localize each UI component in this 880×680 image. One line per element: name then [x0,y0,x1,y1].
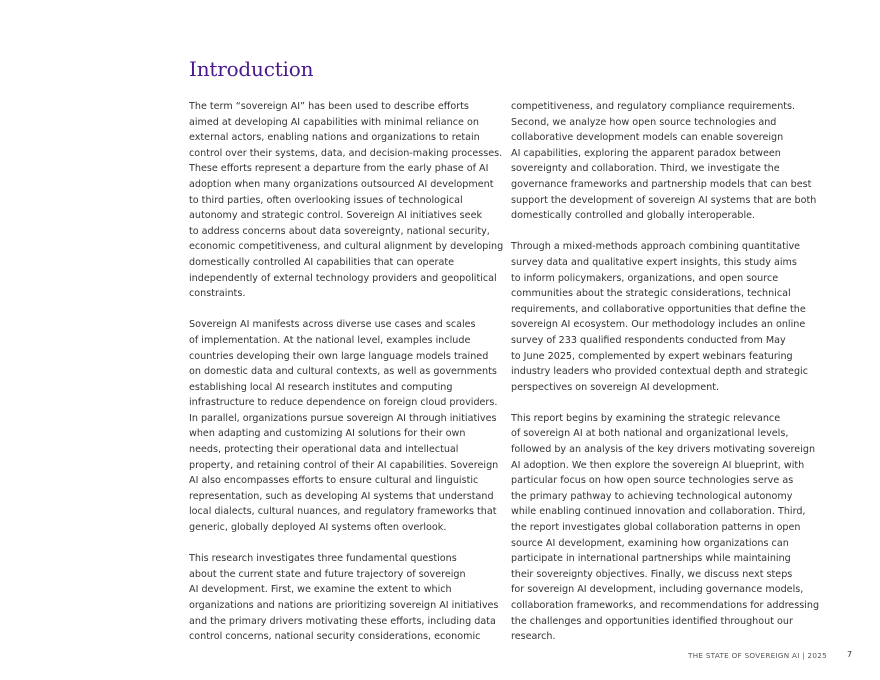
text-line: local dialects, cultural nuances, and regulatory frameworks that [189,506,497,518]
text-line: source AI development, examining how organizations can [511,537,789,549]
text-line: to third parties, often overlooking issues of technological [189,194,463,206]
text-line: control over their systems, data, and decision-making processes. [189,147,503,159]
text-line: autonomy and strategic control. Sovereign AI initiatives seek [189,210,483,222]
right-text-column [511,99,823,660]
text-line: the primary pathway to achieving technological autonomy [511,490,793,502]
text-line: This report begins by examining the strategic relevance [511,412,781,424]
text-line: for sovereign AI development, including governance models, [511,584,804,596]
text-line: In parallel, organizations pursue sovereign AI through initiatives [189,412,497,424]
text-line: when adapting and customizing AI solutions for their own [189,428,466,440]
text-line: sovereignty and collaboration. Third, we investigate the [511,163,780,175]
text-line: to June 2025, complemented by expert webinars featuring [511,350,793,362]
text-line: representation, such as developing AI systems that understand [189,490,494,502]
text-line: Second, we analyze how open source technologies and [511,116,777,128]
text-line: domestically controlled AI capabilities that can operate [189,256,454,268]
text-line: AI also encompasses efforts to ensure cultural and linguistic [189,475,479,487]
text-line: control concerns, national security considerations, economic [189,631,481,643]
text-line: participate in international partnerships while maintaining [511,553,791,565]
paragraph [511,239,823,395]
text-line: aimed at developing AI capabilities with minimal reliance on [189,116,479,128]
text-line: collaborative development models can enable sovereign [511,132,784,144]
text-line: AI capabilities, exploring the apparent paradox between [511,147,781,159]
text-line: AI adoption. We then explore the sovereign AI blueprint, with [511,459,805,471]
text-line: independently of external technology providers and geopolitical [189,272,497,284]
text-line: establishing local AI research institutes and computing [189,381,453,393]
text-line: and the primary drivers motivating these efforts, including data [189,615,496,627]
text-line: property, and retaining control of their AI capabilities. Sovereign [189,459,499,471]
text-line: countries developing their own large language models trained [189,350,489,362]
text-line: external actors, enabling nations and organizations to retain [189,132,480,144]
text-line: sovereign AI ecosystem. Our methodology includes an online [511,319,806,331]
text-line: This research investigates three fundamental questions [189,553,457,565]
text-line: survey data and qualitative expert insights, this study aims [511,256,797,268]
text-line: These efforts represent a departure from the early phase of AI [189,163,489,175]
text-line: domestically controlled and globally interoperable. [511,210,756,222]
text-line: The term “sovereign AI” has been used to describe efforts [189,101,469,112]
text-line: competitiveness, and regulatory compliance requirements. [511,101,796,112]
text-line: followed by an analysis of the key drivers motivating sovereign [511,444,816,456]
text-line: Sovereign AI manifests across diverse use cases and scales [189,319,476,331]
text-line: governance frameworks and partnership models that can best [511,178,812,190]
text-line: while enabling continued innovation and collaboration. Third, [511,506,806,518]
paragraph [511,411,823,645]
paragraph [189,99,504,302]
text-line: the report investigates global collaboration patterns in open [511,522,801,534]
text-line: research. [511,631,556,643]
text-line: the challenges and opportunities identified throughout our [511,615,793,627]
text-line: adoption when many organizations outsourced AI development [189,178,494,190]
text-line: their sovereignty objectives. Finally, we discuss next steps [511,568,793,580]
text-line: to address concerns about data sovereignty, national security, [189,225,490,237]
section-title: Introduction [189,57,314,81]
text-line: requirements, and collaborative opportunities that define the [511,303,806,315]
left-text-column [189,99,504,660]
paragraph [189,551,501,645]
text-line: AI development. First, we examine the extent to which [189,584,452,596]
text-line: of implementation. At the national level, examples include [189,334,471,346]
text-line: generic, globally deployed AI systems often overlook. [189,522,447,534]
text-line: of sovereign AI at both national and organizational levels, [511,428,789,440]
running-footer: THE STATE OF SOVEREIGN AI | 2025 [688,651,828,660]
text-line: particular focus on how open source technologies serve as [511,475,794,487]
text-line: infrastructure to reduce dependence on foreign cloud providers. [189,397,498,409]
text-line: support the development of sovereign AI systems that are both [511,194,817,206]
text-line: economic competitiveness, and cultural alignment by developing [189,241,504,253]
paragraph [511,99,823,224]
text-line: collaboration frameworks, and recommendations for addressing [511,600,820,611]
text-line: to inform policymakers, organizations, and open source [511,272,779,284]
paragraph [189,317,501,535]
text-line: survey of 233 qualified respondents conducted from May [511,334,786,346]
text-line: about the current state and future trajectory of sovereign [189,568,466,580]
page-number: 7 [847,650,853,659]
text-line: Through a mixed-methods approach combining quantitative [511,241,801,253]
text-line: constraints. [189,288,246,300]
text-line: industry leaders who provided contextual depth and strategic [511,366,808,378]
text-line: communities about the strategic considerations, technical [511,288,791,300]
text-line: needs, protecting their operational data and intellectual [189,444,459,456]
text-line: perspectives on sovereign AI development. [511,381,720,393]
text-line: organizations and nations are prioritizing sovereign AI initiatives [189,600,499,611]
text-line: on domestic data and cultural contexts, as well as governments [189,366,497,378]
